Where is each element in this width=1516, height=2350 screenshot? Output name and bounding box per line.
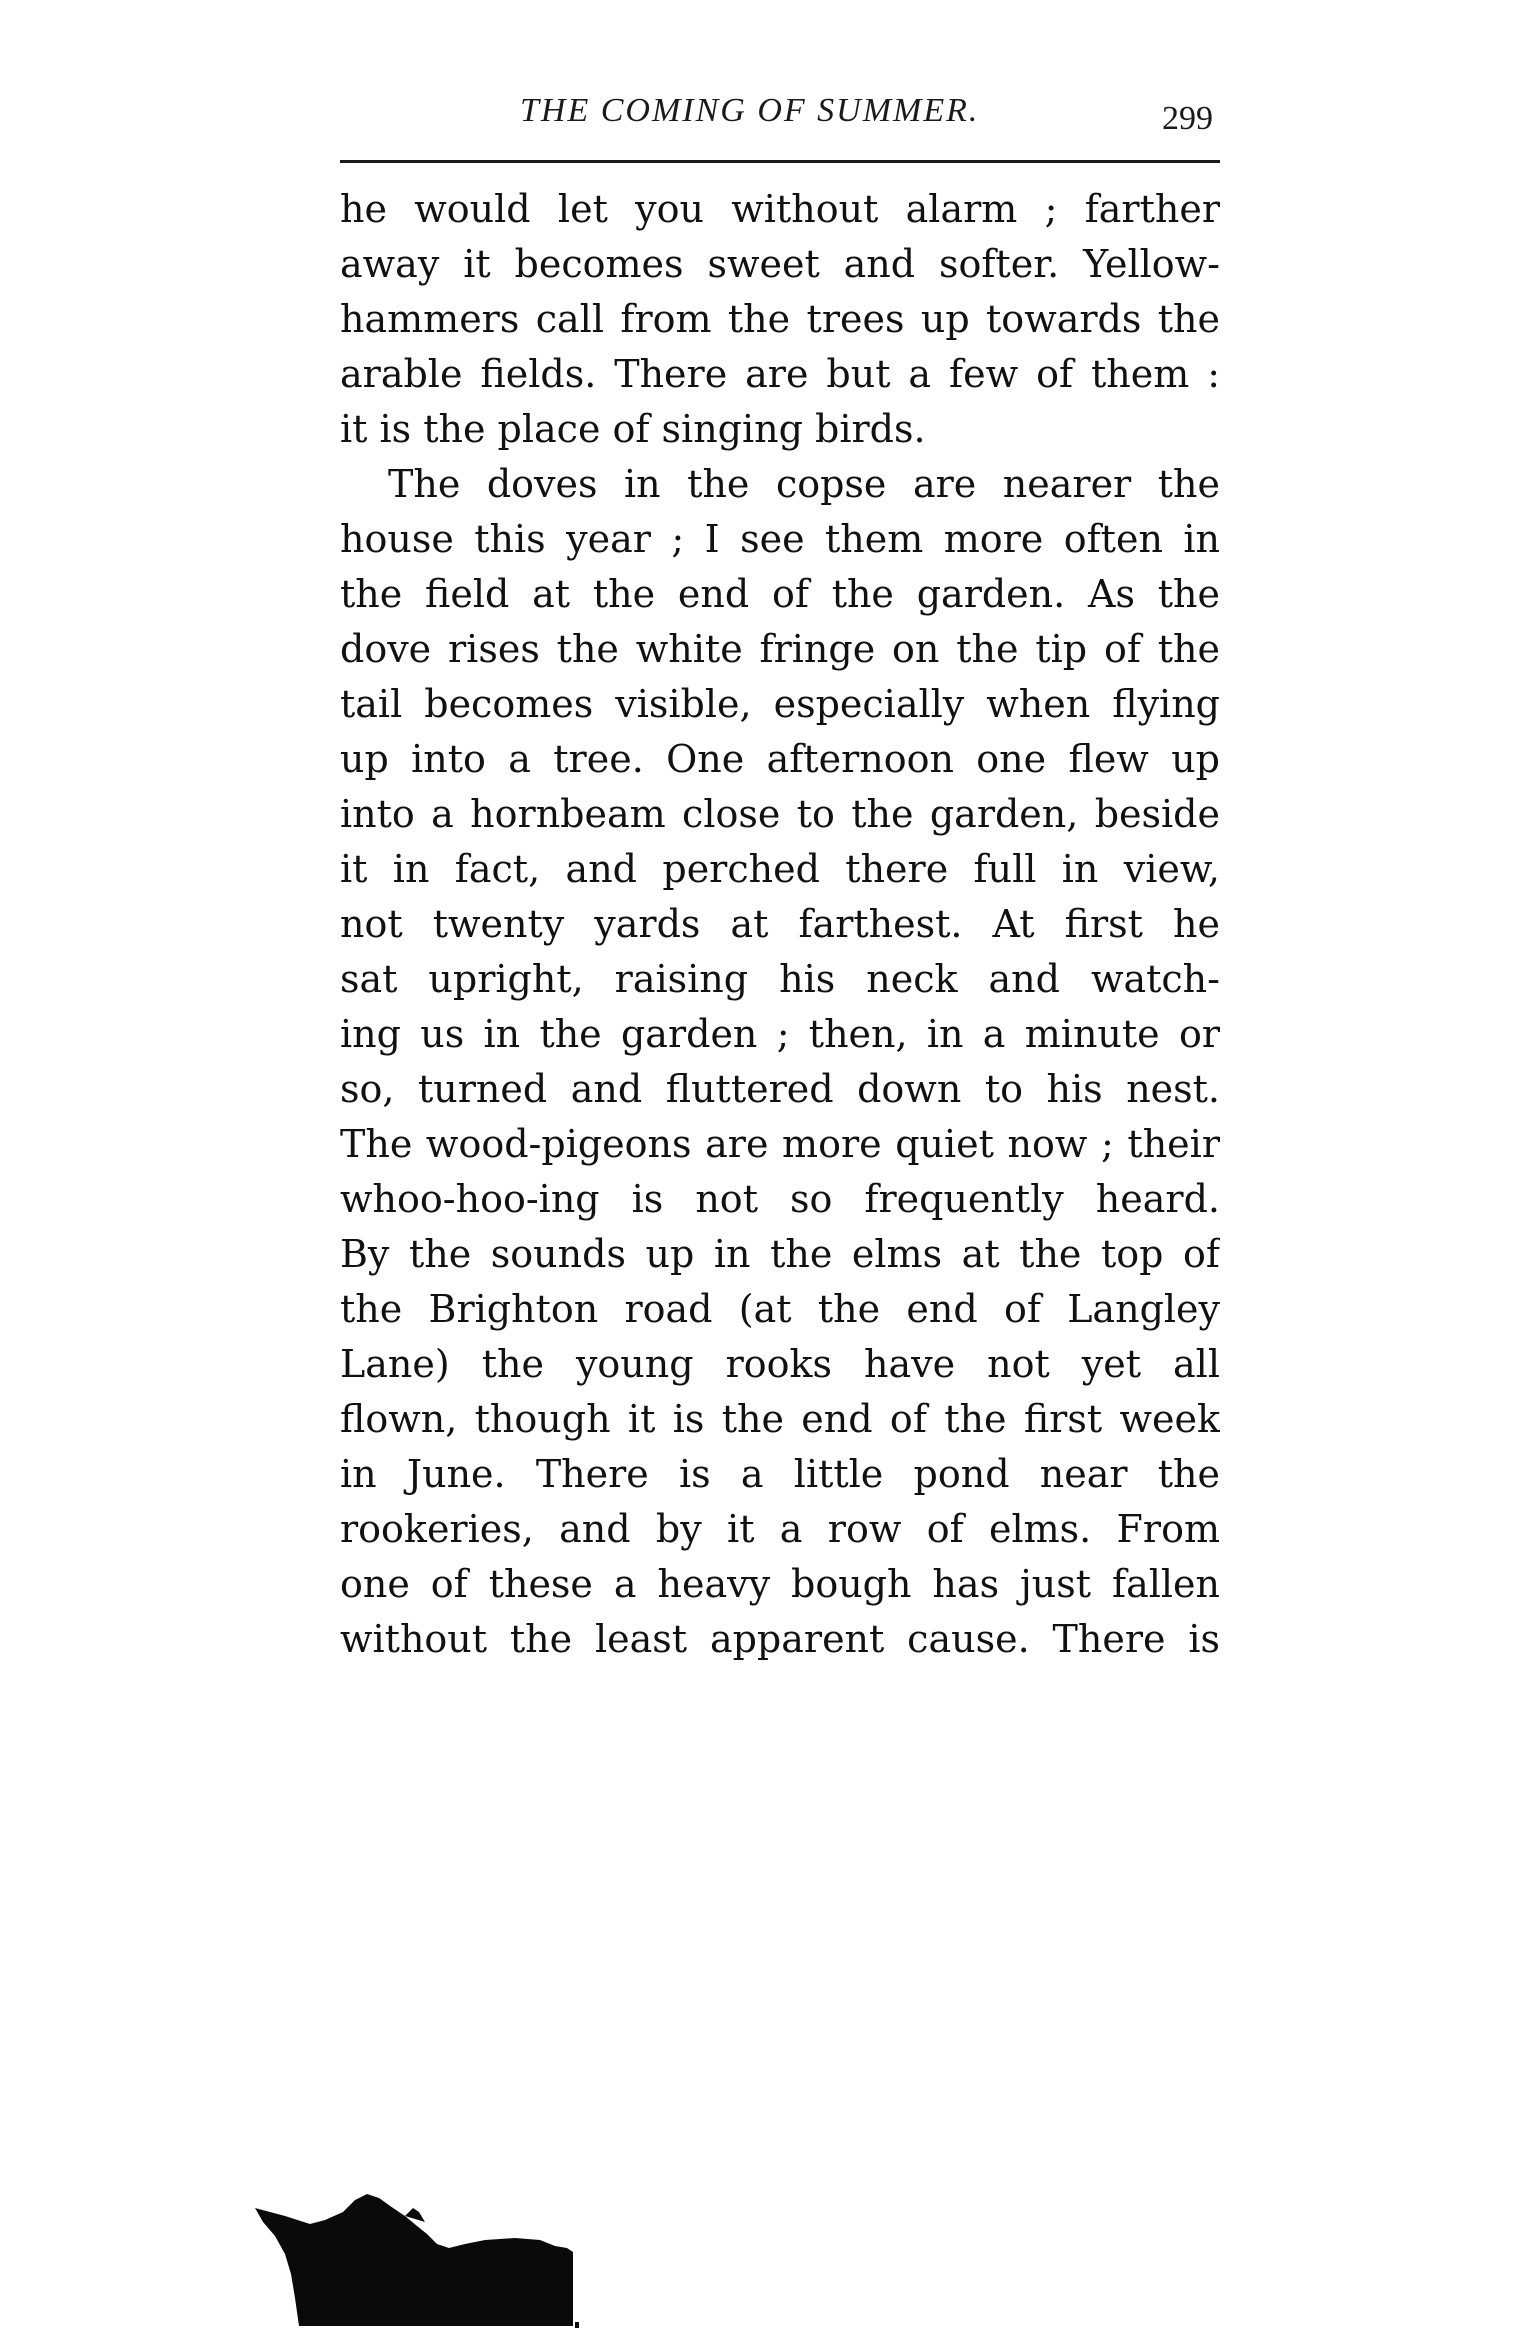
text-line: into a hornbeam close to the garden, beside: [340, 792, 1220, 836]
text-line: in June. There is a little pond near the: [340, 1452, 1220, 1496]
text-line: away it becomes sweet and softer. Yellow-: [340, 242, 1220, 286]
text-line: the field at the end of the garden. As the: [340, 572, 1220, 616]
text-line: one of these a heavy bough has just fallen: [340, 1562, 1220, 1606]
text-line: Lane) the young rooks have not yet all: [340, 1342, 1220, 1386]
running-head: THE COMING OF SUMMER.: [520, 92, 980, 129]
ink-blot-mark: [255, 2190, 675, 2350]
text-line: it is the place of singing birds.: [340, 407, 926, 451]
page-number: 299: [1162, 100, 1213, 137]
text-line: tail becomes visible, especially when flying: [340, 682, 1220, 726]
text-line: the Brighton road (at the end of Langley: [340, 1287, 1220, 1331]
text-line: flown, though it is the end of the first week: [340, 1397, 1220, 1441]
text-line: up into a tree. One afternoon one flew up: [340, 737, 1220, 781]
text-line: sat upright, raising his neck and watch-: [340, 957, 1220, 1001]
text-line: house this year ; I see them more often in: [340, 517, 1220, 561]
header-rule: [340, 160, 1220, 163]
text-line: arable fields. There are but a few of them :: [340, 352, 1220, 396]
text-line: By the sounds up in the elms at the top of: [340, 1232, 1220, 1276]
text-line: rookeries, and by it a row of elms. From: [340, 1507, 1220, 1551]
text-line: so, turned and fluttered down to his nest.: [340, 1067, 1220, 1111]
text-line: The doves in the copse are nearer the: [388, 462, 1220, 506]
text-line: not twenty yards at farthest. At first he: [340, 902, 1220, 946]
text-line: dove rises the white fringe on the tip of the: [340, 627, 1220, 671]
text-line: it in fact, and perched there full in view,: [340, 847, 1220, 891]
text-line: without the least apparent cause. There is: [340, 1617, 1220, 1661]
text-line: hammers call from the trees up towards the: [340, 297, 1220, 341]
text-line: whoo-hoo-ing is not so frequently heard.: [340, 1177, 1220, 1221]
text-line: ing us in the garden ; then, in a minute or: [340, 1012, 1220, 1056]
text-line: The wood-pigeons are more quiet now ; their: [340, 1122, 1220, 1166]
body-text: [340, 182, 1220, 1667]
text-line: he would let you without alarm ; farther: [340, 187, 1220, 231]
